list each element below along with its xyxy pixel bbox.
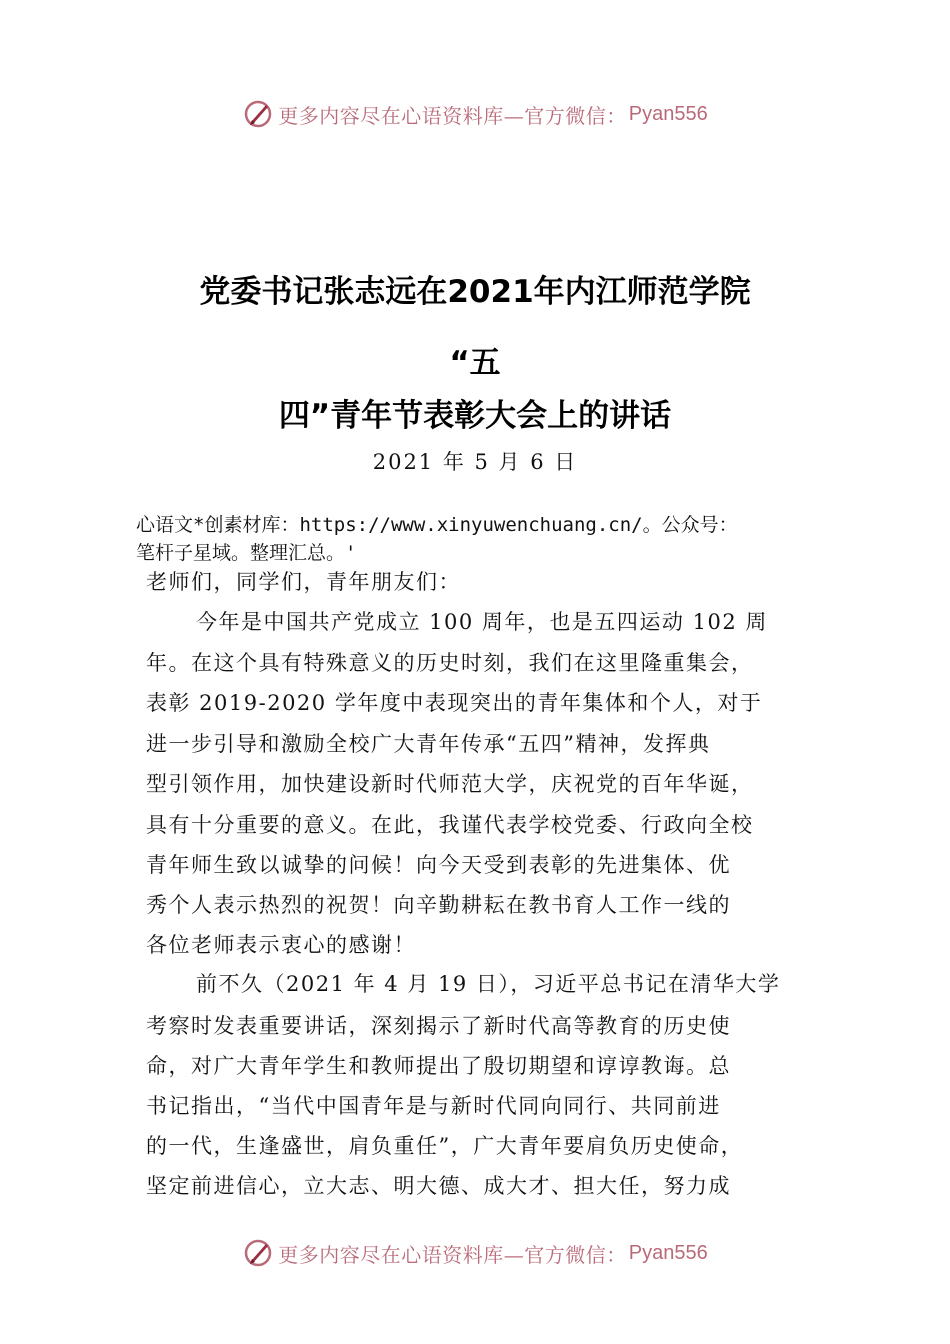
paragraph-line: 青年师生致以诚挚的问候！向今天受到表彰的先进集体、优 — [146, 853, 731, 877]
banner-text: 更多内容尽在心语资料库—官方微信： — [278, 103, 627, 128]
paragraph-line: 命，对广大青年学生和教师提出了殷切期望和谆谆教诲。总 — [146, 1054, 731, 1078]
paragraph-line: 考察时发表重要讲话，深刻揭示了新时代高等教育的历史使 — [146, 1014, 731, 1038]
footer-banner — [0, 1233, 950, 1273]
wechat-account: Pyan556 — [628, 1241, 708, 1264]
paragraph-line: 具有十分重要的意义。在此，我谨代表学校党委、行政向全校 — [146, 813, 754, 837]
paragraph-line: 的一代，生逢盛世，肩负重任”，广大青年要肩负历史使命， — [146, 1134, 744, 1158]
source-note-line-2: 笔杆子星域。整理汇总。' — [136, 542, 357, 564]
paragraph-line: 表彰 2019-2020 学年度中表现突出的青年集体和个人，对于 — [146, 691, 763, 715]
paragraph-line: 年。在这个具有特殊意义的历史时刻，我们在这里隆重集会， — [146, 651, 754, 675]
greeting: 老师们，同学们，青年朋友们： — [146, 570, 461, 594]
paragraph-line: 秀个人表示热烈的祝贺！向辛勤耕耘在教书育人工作一线的 — [146, 893, 731, 917]
paragraph-line: 前不久（2021 年 4 月 19 日），习近平总书记在清华大学 — [196, 972, 781, 996]
header-banner — [0, 94, 950, 134]
quill-pen-logo-icon — [242, 1237, 274, 1269]
document-title-line-3: 四”青年节表彰大会上的讲话 — [278, 398, 672, 434]
paragraph-line: 今年是中国共产党成立 100 周年，也是五四运动 102 周 — [196, 610, 768, 634]
paragraph-line: 书记指出，“当代中国青年是与新时代同向同行、共同前进 — [146, 1094, 721, 1118]
document-title-line-2: “五 — [449, 345, 501, 381]
paragraph-line: 坚定前进信心，立大志、明大德、成大才、担大任，努力成 — [146, 1174, 731, 1198]
document-title-line-1: 党委书记张志远在2021年内江师范学院 — [199, 274, 751, 310]
paragraph-line: 进一步引导和激励全校广大青年传承“五四”精神，发挥典 — [146, 732, 711, 756]
banner-text: 更多内容尽在心语资料库—官方微信： — [278, 1242, 627, 1267]
paragraph-line: 型引领作用，加快建设新时代师范大学，庆祝党的百年华诞， — [146, 772, 754, 796]
document-date: 2021 年 5 月 6 日 — [372, 450, 578, 474]
source-note-line-1: 心语文*创素材库：https://www.xinyuwenchuang.cn/。公众号： — [136, 514, 738, 536]
wechat-account: Pyan556 — [628, 102, 708, 125]
paragraph-line: 各位老师表示衷心的感谢！ — [146, 933, 416, 957]
quill-pen-logo-icon — [242, 98, 274, 130]
